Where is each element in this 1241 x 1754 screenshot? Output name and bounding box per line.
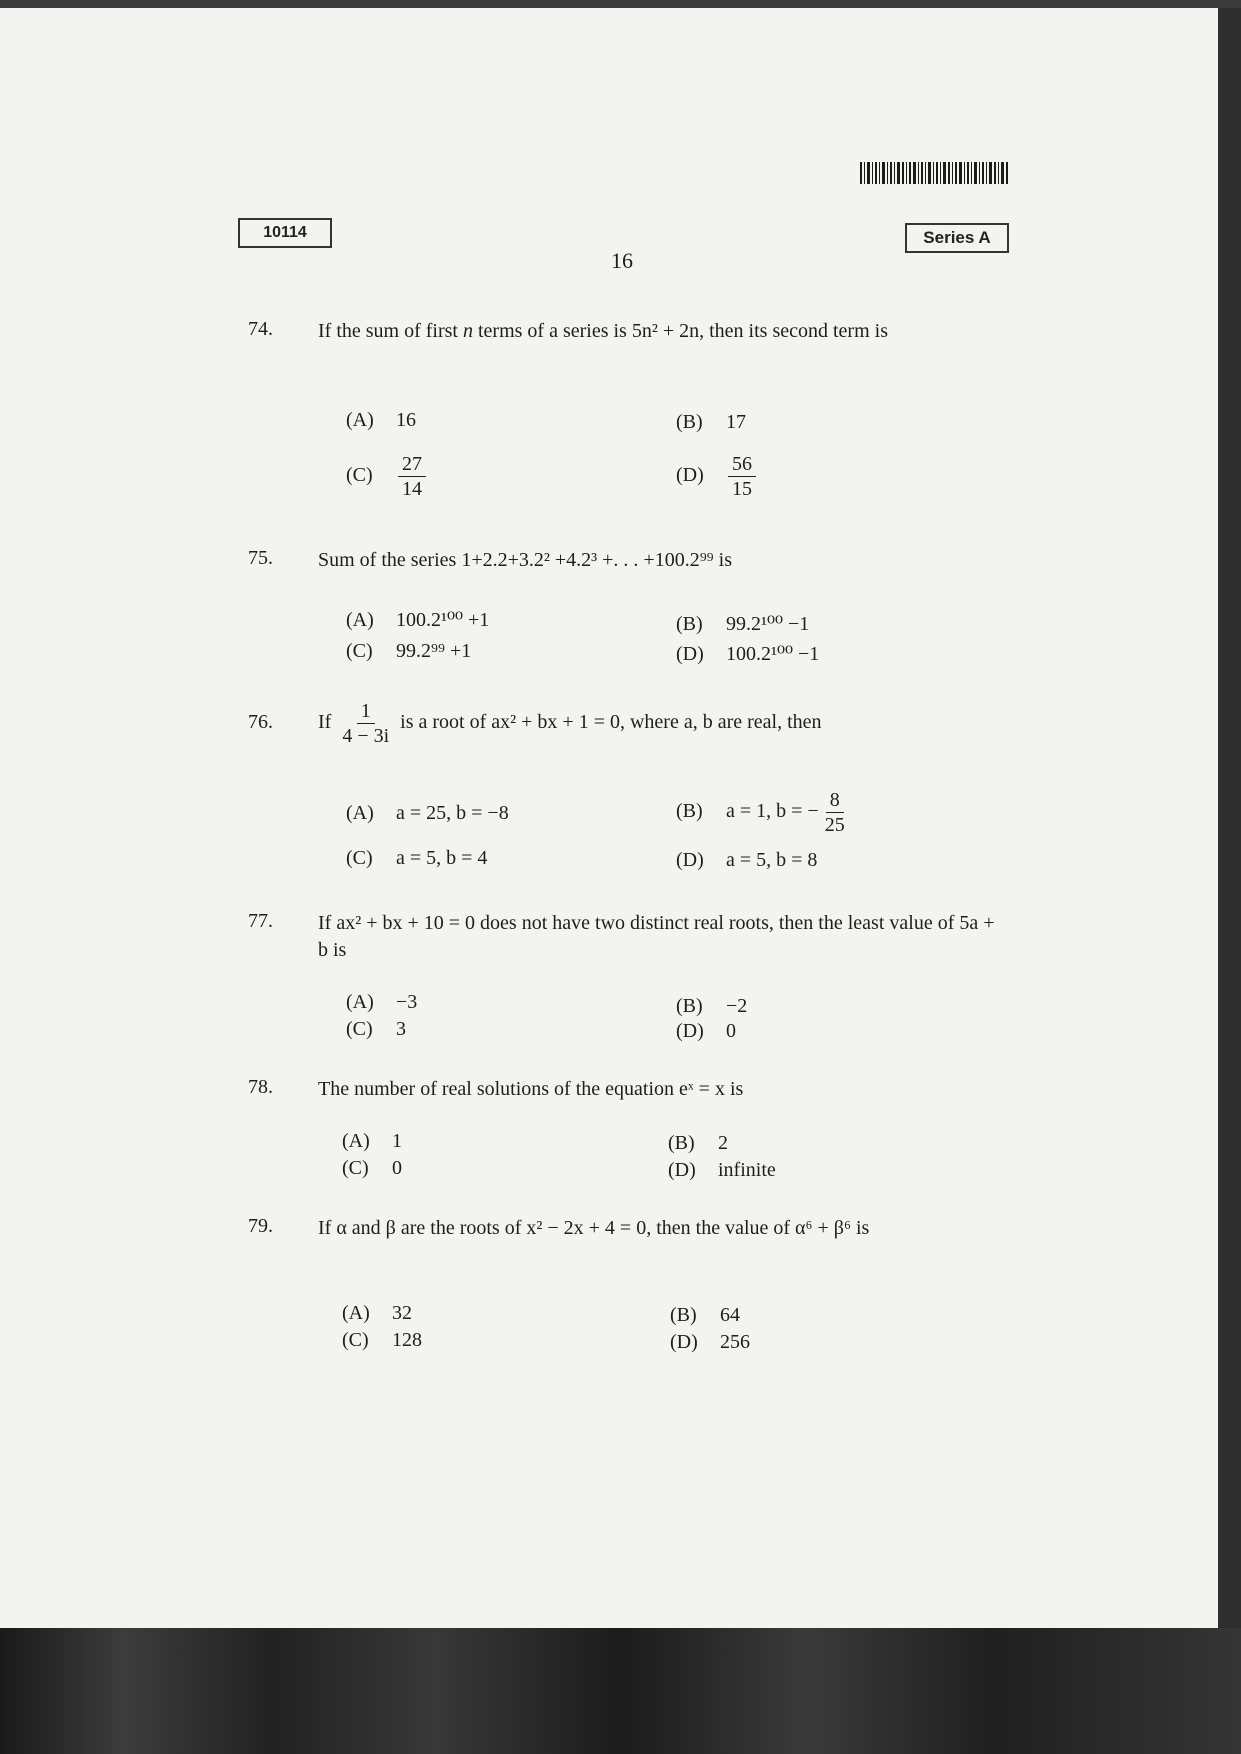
option-d[interactable]: (D) a = 5, b = 8: [676, 849, 818, 871]
question-text: If $\frac{1}{4 - 3i}$ is a root of ax² + bx + 1 = 0, where a, b are real, then: [318, 699, 822, 747]
paper-code-box: 10114: [238, 218, 332, 248]
math-expression: ax² + bx + 1 = 0: [491, 711, 620, 733]
fraction: $\frac{27}{14}$: [398, 452, 426, 501]
option-c[interactable]: (C) 99.2⁹⁹ +1: [346, 640, 472, 662]
question-number: 76.: [248, 711, 273, 733]
question-text: If ax² + bx + 10 = 0 does not have two distinct real roots, then the least value of 5a + b is: [318, 912, 995, 961]
option-b[interactable]: (B) −2: [676, 995, 748, 1017]
fraction: $\frac{1}{4 - 3i}$: [342, 699, 390, 747]
question-number: 75.: [248, 547, 273, 569]
fraction: $\frac{8}{25}$: [824, 789, 845, 836]
scan-right-edge: [1218, 8, 1241, 1628]
math-expression: 5a + b: [318, 912, 995, 961]
scan-top-edge: [0, 0, 1241, 8]
option-d[interactable]: (D) 256: [670, 1331, 750, 1353]
option-b[interactable]: (B) a = 1, b = − $\frac{8}{25}$: [676, 788, 851, 837]
option-b[interactable]: (B) 64: [670, 1304, 740, 1326]
question-text: Sum of the series 1+2.2+3.2² +4.2³ +. . . +100.2⁹⁹ is: [318, 549, 732, 571]
option-c[interactable]: (C) a = 5, b = 4: [346, 847, 488, 869]
math-expression: ax² + bx + 10 = 0: [336, 912, 476, 934]
math-expression: x² − 2x + 4 = 0: [526, 1217, 647, 1239]
option-c[interactable]: (C) $\frac{27}{14}$: [346, 452, 428, 501]
math-expression: eˣ = x: [679, 1078, 725, 1100]
option-d[interactable]: (D) $\frac{56}{15}$: [676, 452, 758, 501]
series-box: Series A: [905, 223, 1009, 253]
math-expression: α⁶ + β⁶: [795, 1217, 851, 1239]
page-number: 16: [611, 248, 633, 273]
question-text: If α and β are the roots of x² − 2x + 4 = 0, then the value of α⁶ + β⁶ is: [318, 1217, 870, 1239]
option-b[interactable]: (B) 17: [676, 411, 746, 433]
math-expression: 1+2.2+3.2² +4.2³ +. . . +100.2⁹⁹: [461, 549, 714, 571]
option-a[interactable]: (A) 32: [342, 1302, 412, 1324]
option-d[interactable]: (D) 0: [676, 1020, 736, 1042]
option-c[interactable]: (C) 128: [342, 1329, 422, 1351]
option-c[interactable]: (C) 3: [346, 1018, 406, 1040]
option-b[interactable]: (B) 99.2¹⁰⁰ −1: [676, 613, 810, 635]
option-a[interactable]: (A) 100.2¹⁰⁰ +1: [346, 609, 490, 631]
question-number: 74.: [248, 318, 273, 340]
option-a[interactable]: (A) 1: [342, 1130, 402, 1152]
option-a[interactable]: (A) 16: [346, 409, 416, 431]
option-a[interactable]: (A) −3: [346, 991, 418, 1013]
question-number: 79.: [248, 1215, 273, 1237]
option-d[interactable]: (D) 100.2¹⁰⁰ −1: [676, 643, 820, 665]
option-b[interactable]: (B) 2: [668, 1132, 728, 1154]
question-text: The number of real solutions of the equation eˣ = x is: [318, 1078, 744, 1100]
question-number: 77.: [248, 910, 273, 932]
option-d[interactable]: (D) infinite: [668, 1159, 776, 1181]
math-expression: 5n² + 2n: [631, 320, 700, 342]
question-text: If the sum of first n terms of a series is 5n² + 2n, then its second term is: [318, 320, 888, 342]
question-number: 78.: [248, 1076, 273, 1098]
option-c[interactable]: (C) 0: [342, 1157, 402, 1179]
barcode-icon: [860, 162, 1010, 184]
fraction: $\frac{56}{15}$: [728, 452, 756, 501]
option-a[interactable]: (A) a = 25, b = −8: [346, 802, 509, 824]
scan-bottom-edge: [0, 1628, 1241, 1754]
